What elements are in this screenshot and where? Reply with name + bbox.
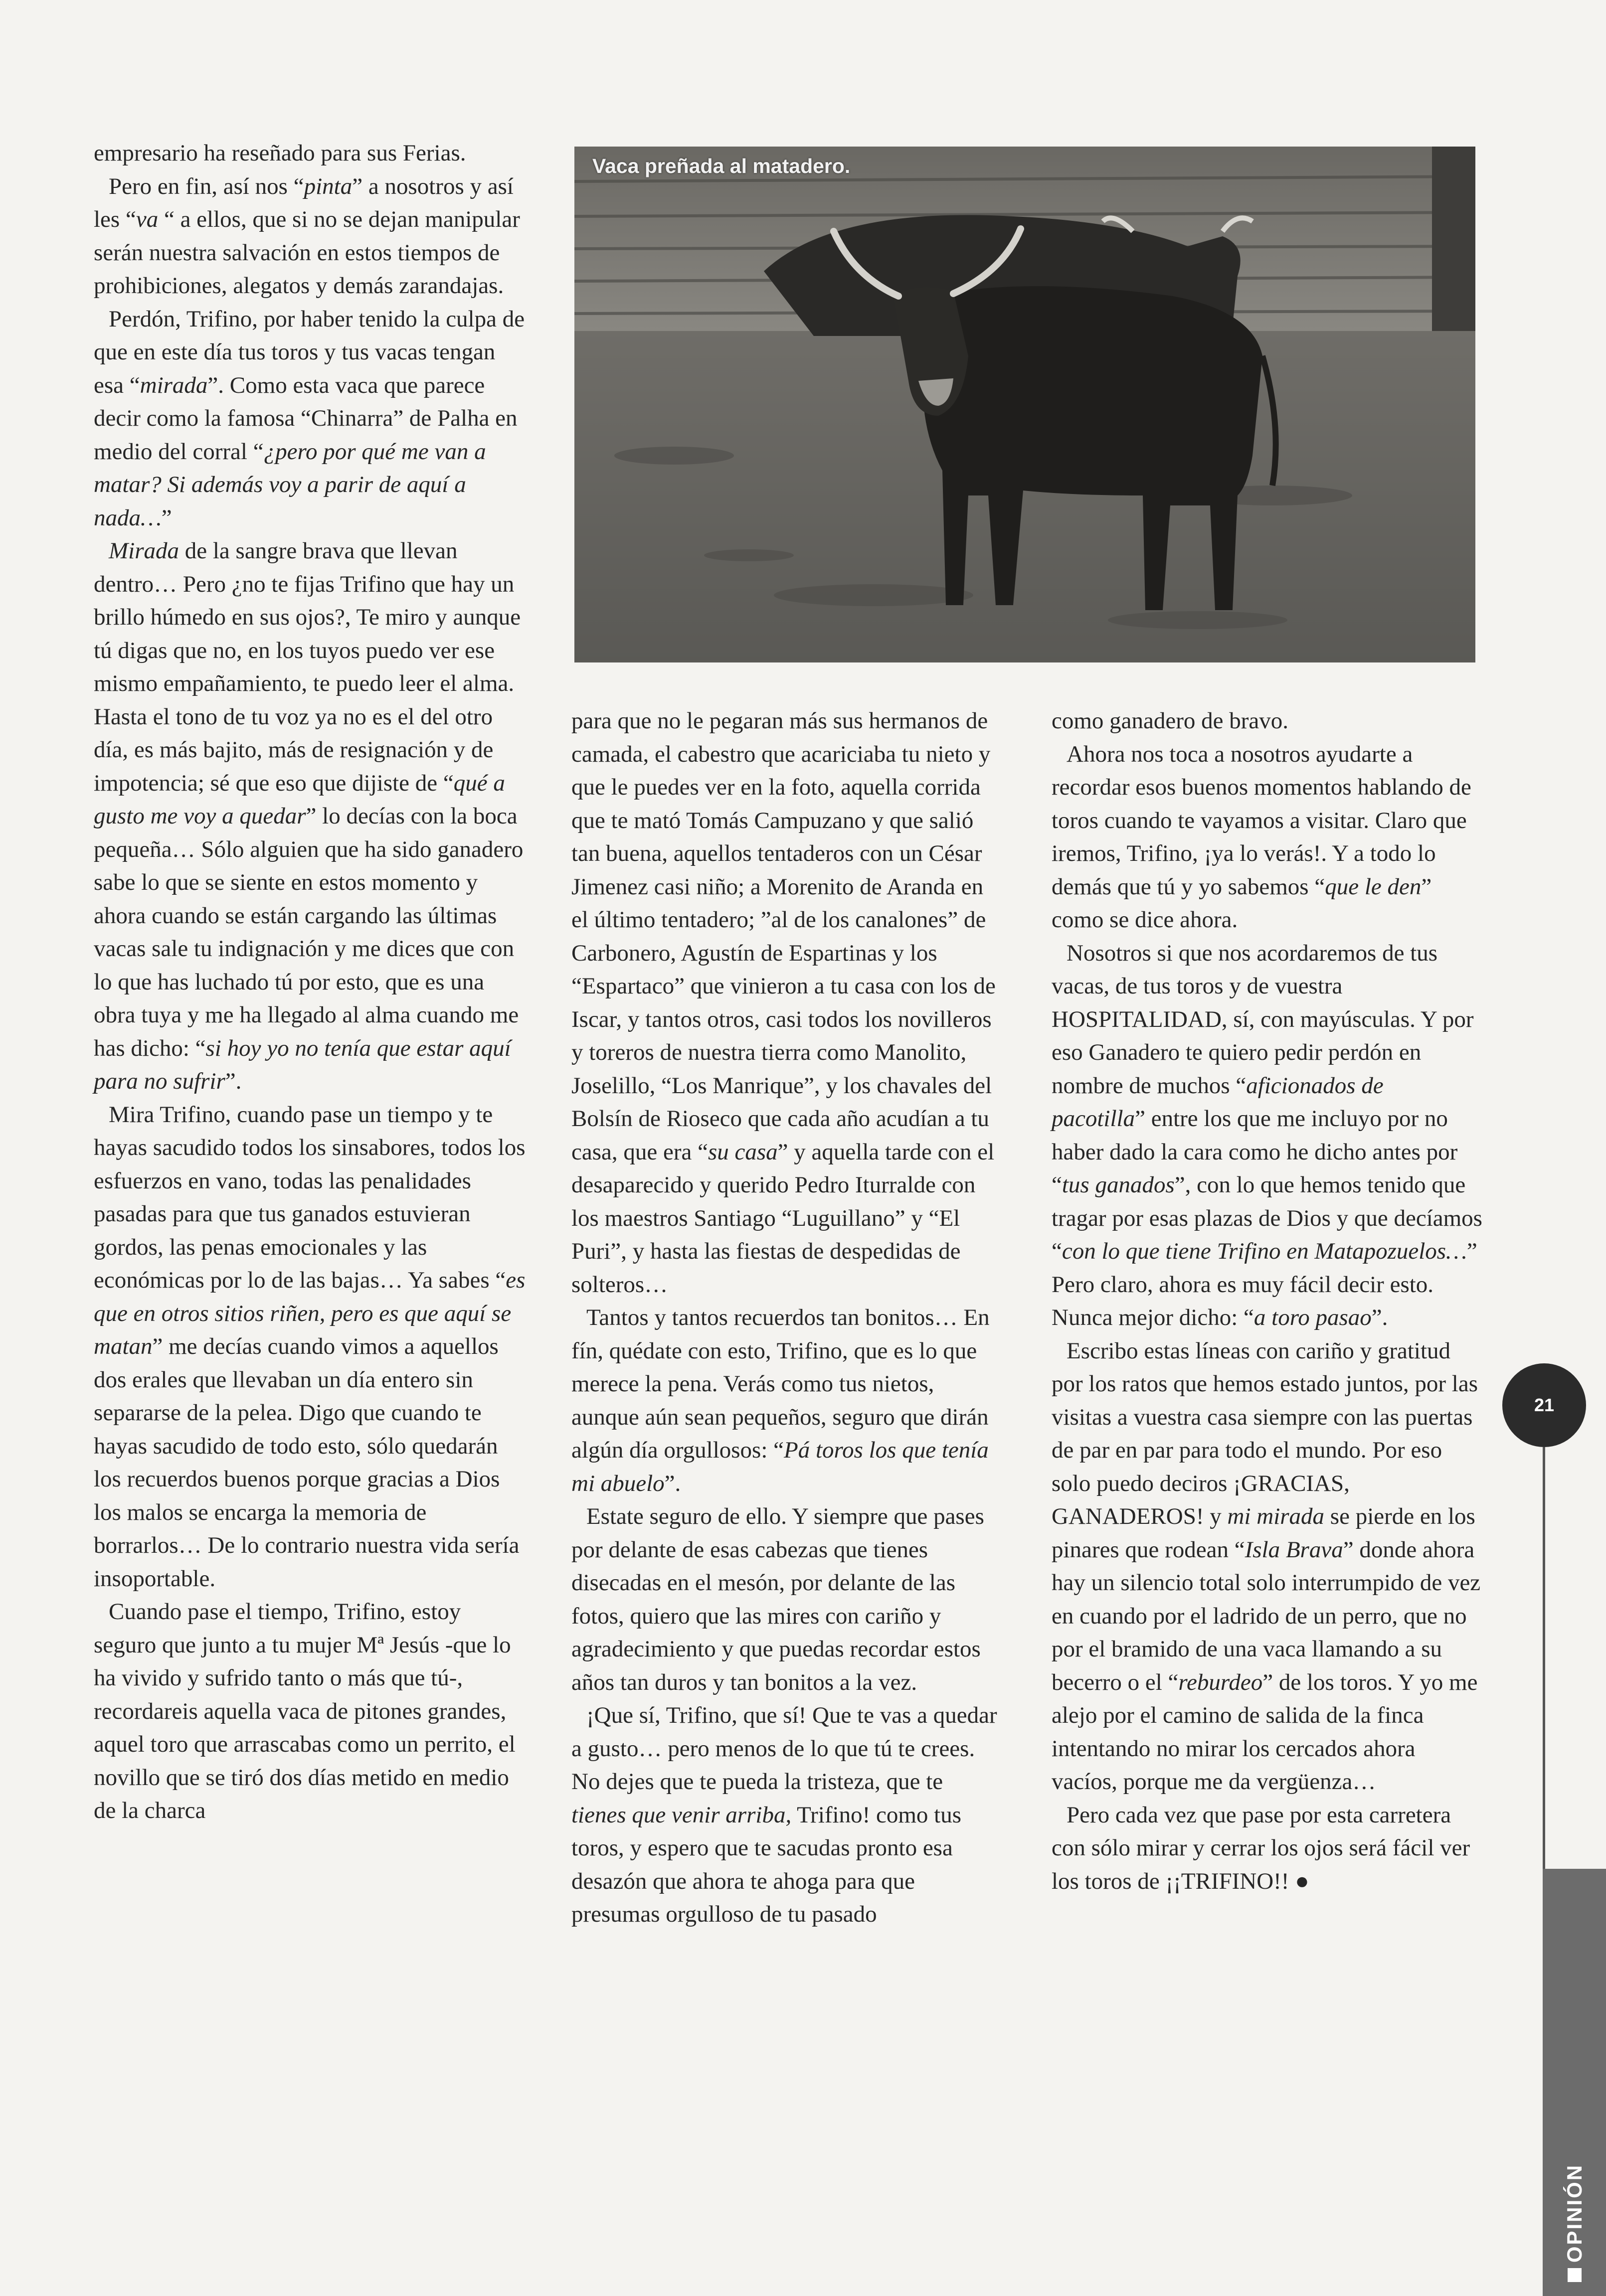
emphasis-text: ¿pero por qué me van a matar? Si además voy a parir de aquí a nada… bbox=[94, 438, 486, 531]
page-number: 21 bbox=[1502, 1363, 1586, 1447]
emphasis-text: mi mirada bbox=[1227, 1503, 1325, 1529]
article-column-2 bbox=[571, 704, 1000, 1931]
emphasis-text: tus ganados bbox=[1062, 1172, 1175, 1198]
margin-rule bbox=[1543, 1447, 1545, 1869]
article-paragraph: Escribo estas líneas con cariño y gratitud por los ratos que hemos estado juntos, por las visitas a vuestra casa siempre con las puertas de par en par para todo el mundo. Por eso solo puedo deciros ¡GRACIAS, GANADEROS! y mi mirada se pierde en los pinares que rodean “Isla Brava” donde ahora hay un silencio total solo interrumpido de vez en cuando por el ladrido de un perro, que no por el bramido de una vaca llamando a su becerro o el “reburdeo” de los toros. Y yo me alejo por el camino de salida de la finca intentando no mirar los cercados ahora vacíos, porque me da vergüenza… bbox=[1052, 1337, 1481, 1795]
emphasis-text: qué a gusto me voy a quedar bbox=[94, 770, 505, 829]
article-paragraph: como ganadero de bravo. bbox=[1052, 708, 1289, 734]
emphasis-text: su casa bbox=[708, 1139, 778, 1165]
emphasis-text: pinta bbox=[304, 173, 353, 199]
emphasis-text: Mirada bbox=[109, 538, 179, 564]
cow-photo-image bbox=[574, 147, 1475, 662]
article-paragraph: Nosotros si que nos acordaremos de tus vacas, de tus toros y de vuestra HOSPITALIDAD, sí, con mayúsculas. Y por eso Ganadero te quiero pedir perdón en nombre de muchos “aficionados de pacotilla” entre los que me incluyo por no haber dado la cara como he dicho antes por “tus ganados”, con lo que hemos tenido que tragar por esas plazas de Dios y que decíamos “con lo que tiene Trifino en Matapozuelos…” Pero claro, ahora es muy fácil decir esto. Nunca mejor dicho: “a toro pasao”. bbox=[1052, 940, 1482, 1330]
article-paragraph: empresario ha reseñado para sus Ferias. bbox=[94, 140, 466, 166]
emphasis-text: tienes que venir arriba, bbox=[571, 1802, 792, 1828]
article-paragraph: Pero cada vez que pase por esta carretera con sólo mirar y cerrar los ojos será fácil ver los toros de ¡¡TRIFINO!! ● bbox=[1052, 1802, 1470, 1894]
article-paragraph: Pero en fin, así nos “pinta” a nosotros y así les “va “ a ellos, que si no se dejan manipular serán nuestra salvación en estos tiempos de prohibiciones, alegatos y demás zarandajas. bbox=[94, 173, 520, 299]
emphasis-text: reburdeo bbox=[1178, 1669, 1263, 1695]
article-paragraph: Mirada de la sangre brava que llevan dentro… Pero ¿no te fijas Trifino que hay un brillo húmedo en sus ojos?, Te miro y aunque tú digas que no, en los tuyos puedo ver ese mismo empañamiento, te puedo leer el alma. Hasta el tono de tu voz ya no es el del otro día, es más bajito, más de resignación y de impotencia; sé que eso que dijiste de “qué a gusto me voy a quedar” lo decías con la boca pequeña… Sólo alguien que ha sido ganadero sabe lo que se siente en estos momento y ahora cuando se están cargando las últimas vacas sale tu indignación y me dices que con lo que has luchado tú por esto, que es una obra tuya y me ha llegado al alma cuando me has dicho: “si hoy yo no tenía que estar aquí para no sufrir”. bbox=[94, 538, 524, 1094]
article-paragraph: Estate seguro de ello. Y siempre que pases por delante de esas cabezas que tienes disecadas en el mesón, por delante de las fotos, quiero que las mires con cariño y agradecimiento y que puedas recordar estos años tan duros y tan bonitos a la vez. bbox=[571, 1503, 984, 1695]
article-paragraph: ¡Que sí, Trifino, que sí! Que te vas a quedar a gusto… pero menos de lo que tú te crees. No dejes que te pueda la tristeza, que te tienes que venir arriba, Trifino! como tus toros, y espero que te sacudas pronto esa desazón que ahora te ahoga para que presumas orgulloso de tu pasado bbox=[571, 1702, 997, 1927]
emphasis-text: a toro pasao bbox=[1253, 1305, 1372, 1330]
article-paragraph: Perdón, Trifino, por haber tenido la culpa de que en este día tus toros y tus vacas tengan esa “mirada”. Como esta vaca que parece decir como la famosa “Chinarra” de Palha en medio del corral “¿pero por qué me van a matar? Si además voy a parir de aquí a nada…” bbox=[94, 306, 525, 531]
article-paragraph: Ahora nos toca a nosotros ayudarte a recordar esos buenos momentos hablando de toros cuando te vayamos a visitar. Claro que iremos, Trifino, ¡ya lo verás!. Y a todo lo demás que tú y yo sabemos “que le den” como se dice ahora. bbox=[1052, 741, 1471, 933]
emphasis-text: si hoy yo no tenía que estar aquí para no sufrir bbox=[94, 1035, 511, 1094]
article-paragraph: Cuando pase el tiempo, Trifino, estoy seguro que junto a tu mujer Mª Jesús -que lo ha vivido y sufrido tanto o más que tú-, recordareis aquella vaca de pitones grandes, aquel toro que arrascabas como un perrito, el novillo que se tiró dos días metido en medio de la charca bbox=[94, 1599, 516, 1823]
article-paragraph: Tantos y tantos recuerdos tan bonitos… En fín, quédate con esto, Trifino, que es lo que merece la pena. Verás como tus nietos, aunque aún sean pequeños, seguro que dirán algún día orgullosos: “Pá toros los que tenía mi abuelo”. bbox=[571, 1305, 990, 1496]
emphasis-text: Pá toros los que tenía mi abuelo bbox=[571, 1437, 989, 1496]
emphasis-text: aficionados de pacotilla bbox=[1052, 1072, 1384, 1132]
emphasis-text: va bbox=[136, 206, 159, 232]
emphasis-text: mirada bbox=[140, 372, 208, 398]
emphasis-text: es que en otros sitios riñen, pero es que aquí se matan bbox=[94, 1267, 526, 1359]
article-photo bbox=[574, 147, 1475, 662]
emphasis-text: con lo que tiene Trifino en Matapozuelos… bbox=[1062, 1238, 1467, 1264]
article-column-3 bbox=[1052, 704, 1482, 1898]
section-marker-square bbox=[1568, 2268, 1582, 2282]
article-column-1 bbox=[94, 137, 528, 1827]
article-paragraph: para que no le pegaran más sus hermanos de camada, el cabestro que acariciaba tu nieto y que le puedes ver en la foto, aquella corrida que te mató Tomás Campuzano y que salió tan buena, aquellos tentaderos con un César Jimenez casi niño; a Morenito de Aranda en el último tentadero; ”al de los canalones” de Carbonero, Agustín de Espartinas y los “Espartaco” que vinieron a tu casa con los de Iscar, y tantos otros, casi todos los novilleros y toreros de nuestra tierra como Manolito, Joselillo, “Los Manrique”, y los chavales del Bolsín de Rioseco que cada año acudían a tu casa, que era “su casa” y aquella tarde con el desaparecido y querido Pedro Iturralde con los maestros Santiago “Luguillano” y “El Puri”, y hasta las fiestas de despedidas de solteros… bbox=[571, 708, 996, 1298]
section-label: OPINIÓN bbox=[1563, 2163, 1586, 2263]
article-paragraph: Mira Trifino, cuando pase un tiempo y te hayas sacudido todos los sinsabores, todos los esfuerzos en vano, todas las penalidades pasadas para que tus ganados estuvieran gordos, las penas emocionales y las económicas por lo de las bajas… Ya sabes “es que en otros sitios riñen, pero es que aquí se matan” me decías cuando vimos a aquellos dos erales que llevaban un día entero sin separarse de la pelea. Digo que cuando te hayas sacudido de todo esto, sólo quedarán los recuerdos buenos porque gracias a Dios los malos se encarga la memoria de borrarlos… De lo contrario nuestra vida sería insoportable. bbox=[94, 1101, 526, 1592]
emphasis-text: que le den bbox=[1325, 873, 1422, 900]
photo-caption: Vaca preñada al matadero. bbox=[592, 155, 851, 177]
emphasis-text: Isla Brava bbox=[1245, 1536, 1343, 1563]
